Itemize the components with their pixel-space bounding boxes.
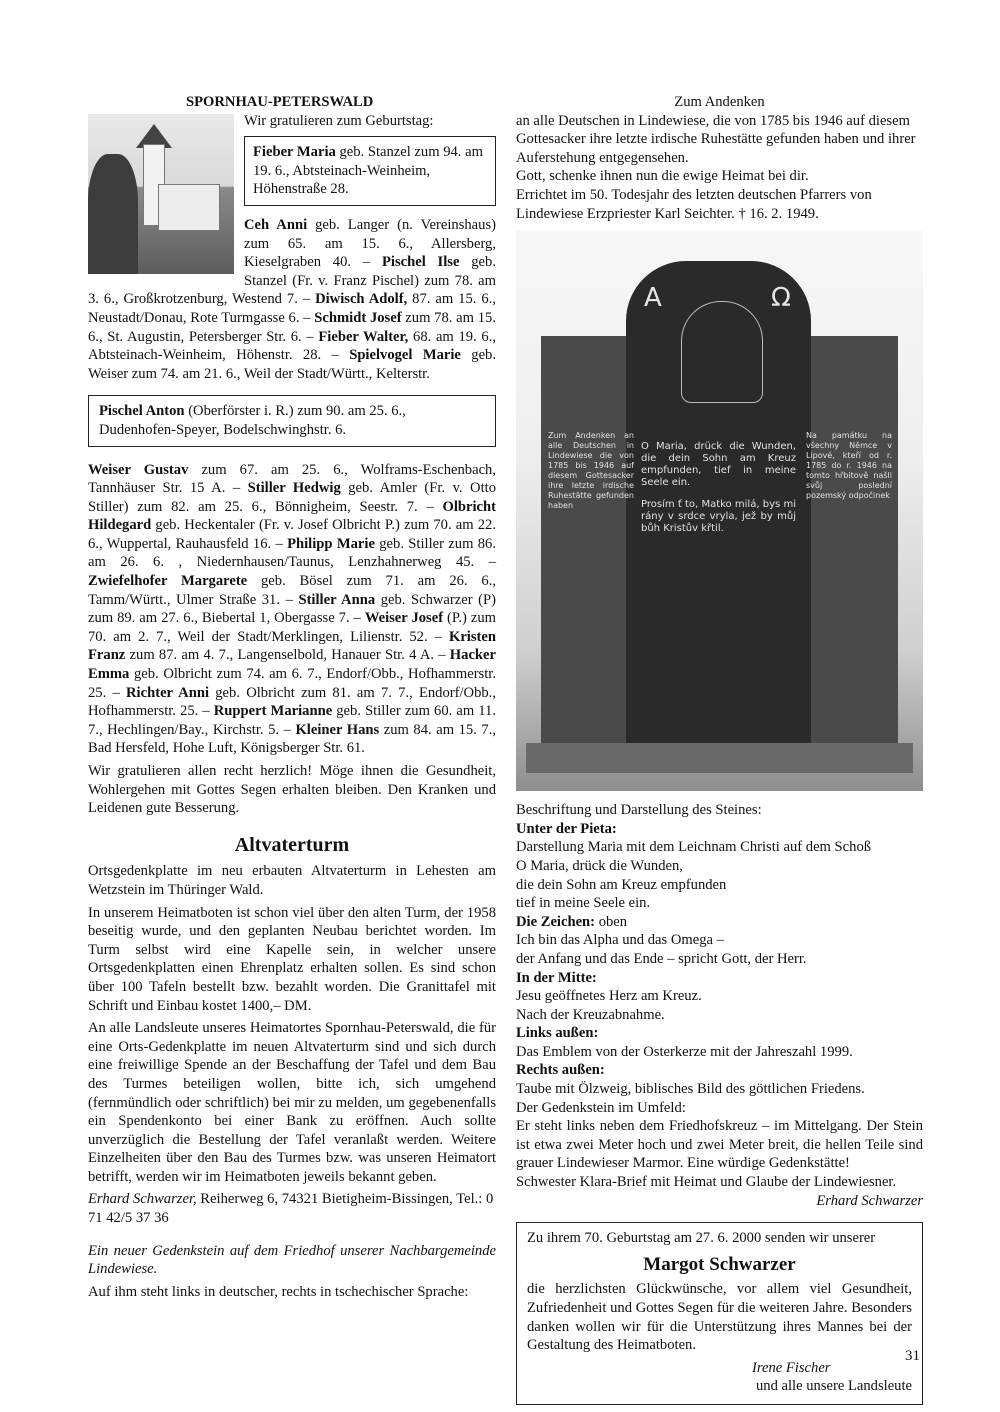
text-line: Nach der Kreuzabnahme. (516, 1006, 665, 1023)
altvater-paragraph-2: In unserem Heimatboten ist schon viel über den alten Turm, der 1958 beseitig wurde, und den geplanten Neubau berichtet worden. Im Turm selbst wird eine Kapelle sein, in welcher unsere Ortsgedenkplatten einen Ehrenplatz erhalten sollen. Es sind schon über 100 Tafeln bestellt bzw. bezahlt worden. Die Granittafel mit Schrift und Einbau kostet 1400,– DM. (88, 904, 496, 1014)
signature-address (88, 1190, 496, 1227)
heading-zeichen: Die Zeichen: (516, 913, 596, 930)
section-title-spornhau: SPORNHAU-PETERSWALD (186, 94, 374, 110)
person-details: zum 84. am 15. 7., Bad Hersfeld, Hohe Luft, Königsberger Str. 61. (88, 721, 496, 757)
person-details: geb. Olbricht zum 74. am 6. 7., Endorf/Obb., Hofhammerstr. 25. – (88, 666, 496, 701)
text-line: tief in meine Seele ein. (516, 895, 651, 912)
stone-center-german: O Maria, drück die Wunden, die dein Sohn am Kreuz empfunden, tief in meine Seele ein. (641, 441, 796, 489)
person-details: zum 87. am 4. 7., Langenselbold, Hanauer Str. 4 A. – (125, 647, 450, 664)
signature-contact: Reiherweg 6, 74321 Bietigheim-Bissingen, Tel.: 0 71 42/5 37 36 (88, 1191, 494, 1227)
birthday-list-2 (88, 461, 496, 759)
highlight-box-fieber-maria (244, 136, 496, 206)
person-name: Pischel Ilse (381, 254, 460, 271)
gravestone-photo (516, 231, 923, 791)
section-pieta-lines (516, 838, 923, 912)
alpha-symbol-icon: A (644, 283, 662, 314)
text-line: Jesu geöffnetes Herz am Kreuz. (516, 988, 702, 1005)
person-name: Ceh Anni (244, 216, 308, 233)
text-line: Der Gedenkstein im Umfeld: (516, 1099, 686, 1116)
stone-center-czech: Prosím ť to, Matko milá, bys mi rány v srdce vryla, jež by můj bůh Kristův křtil. (641, 499, 796, 535)
nave-shape (158, 184, 220, 231)
birthday-box-margot (516, 1222, 923, 1405)
person-name: Weiser Josef (364, 610, 444, 627)
gedenkstein-lead: Auf ihm steht links in deutscher, rechts in tschechischer Sprache: (88, 1283, 469, 1300)
text-line: Das Emblem von der Osterkerze mit der Jahreszahl 1999. (516, 1043, 853, 1060)
altvater-paragraph-1: Ortsgedenkplatte im neu erbauten Altvaterturm in Lehesten am Wetzstein im Thüringer Wald. (88, 863, 496, 898)
person-name: Stiller Hedwig (247, 480, 341, 497)
stone-caption: Beschriftung und Darstellung des Steines: (516, 802, 762, 819)
person-name: Stiller Anna (298, 591, 376, 608)
signature-name: Erhard Schwarzer, (88, 1191, 197, 1208)
birthday-line: Zu ihrem 70. Geburtstag am 27. 6. 2000 senden wir unserer (527, 1230, 876, 1247)
person-details: geb. Heckentaler (Fr. v. Josef Olbricht P.) zum 70. am 22. 6., Wuppertal, Rauhausfeld 16. – (88, 517, 496, 552)
person-name: Philipp Marie (287, 535, 375, 552)
text-line: die dein Sohn am Kreuz empfunden (516, 876, 727, 893)
andenken-line-1: an alle Deutschen in Lindewiese, die von 1785 bis 1946 auf diesem Gottesacker ihre letzte irdische Ruhestätte gefunden haben und ihrer Auferstehung entgegensehen. (516, 112, 916, 166)
heading-zeichen-row (516, 913, 923, 932)
tree-shape (88, 154, 138, 274)
pieta-relief (681, 301, 763, 403)
stone-right-panel (798, 336, 898, 756)
section-zeichen-lines (516, 931, 923, 968)
right-column (516, 93, 923, 1405)
umfeld-paragraph: Er steht links neben dem Friedhofskreuz – im Mittelgang. Der Stein ist etwa zwei Meter hoch und zwei Meter breit, die hellen Teile sind grauer Lindewieser Marmor. Eine würdige Gedenkstätte! (516, 1118, 923, 1172)
birthday-name: Margot Schwarzer (643, 1253, 796, 1275)
section-links-lines (516, 1043, 923, 1062)
person-details: geb. Langer (n. Vereinshaus) zum 65. am 15. 6., Allersberg, Kieselgraben 40. – (244, 216, 496, 271)
section-mitte-lines (516, 987, 923, 1024)
person-details: geb. Amler (Fr. v. Otto Stiller) zum 82. am 25. 6., Bönnigheim, Seestr. 7. – (88, 480, 496, 515)
signature-erhard: Erhard Schwarzer (816, 1192, 923, 1209)
stone-left-text: Zum Andenken an alle Deutschen in Lindewiese die von 1785 bis 1946 auf diesem Gottesacker ihre letzte irdische Ruhestätte gefunden haben (548, 431, 634, 511)
person-name: Fieber Walter, (318, 328, 409, 345)
text-line: der Anfang und das Ende – spricht Gott, der Herr. (516, 950, 807, 967)
klara-line: Schwester Klara-Brief mit Heimat und Glaube der Lindewiesner. (516, 1174, 897, 1191)
birthday-text: die herzlichsten Glückwünsche, vor allem viel Gesundheit, Zufriedenheit und Gottes Segen für die weiteren Jahre. Besonders danken wollen wir für die Unterstützung ihres Mannes bei der Gestaltung des Heimatboten. (527, 1281, 912, 1354)
person-name: Spielvogel Marie (349, 347, 461, 364)
heading-links-aussen: Links außen: (516, 1025, 599, 1042)
person-details: geb. Stanzel (Fr. v. Franz Pischel) zum 78. am 3. 6., Großkrotzenburg, Westend 7. – (88, 254, 496, 308)
highlight-box-pischel-anton (88, 395, 496, 446)
person-details: 87. am 15. 6., Neustadt/Donau, Rote Turmgasse 6. – (88, 291, 496, 326)
person-details: geb. Bösel zum 71. am 26. 6., Tamm/Württ., Ulmer Straße 31. – (88, 573, 496, 608)
person-details: zum 67. am 25. 6., Wolframs-Eschenbach, Tannhäuser Str. 15 A. – (88, 461, 496, 497)
text-line: O Maria, drück die Wunden, (516, 857, 683, 874)
church-photo (88, 114, 234, 274)
gedenkstein-intro: Ein neuer Gedenkstein auf dem Friedhof unserer Nachbargemeinde Lindewiese. (88, 1242, 496, 1278)
omega-symbol-icon: Ω (771, 283, 791, 314)
andenken-line-3: Errichtet im 50. Todesjahr des letzten deutschen Pfarrers von Lindewiese Erzpriester Karl Seichter. † 16. 2. 1949. (516, 186, 872, 222)
person-name: Fieber Maria (253, 144, 336, 161)
stone-base (526, 743, 913, 773)
person-name: Zwiefelhofer Margarete (88, 573, 248, 590)
heading-mitte: In der Mitte: (516, 969, 597, 986)
birthday-intro: Wir gratulieren zum Geburtstag: (244, 112, 434, 129)
text-line: Taube mit Ölzweig, biblisches Bild des göttlichen Friedens. (516, 1081, 865, 1098)
heading-altvaterturm: Altvaterturm (234, 833, 350, 856)
person-name: Hacker Emma (88, 647, 496, 683)
person-details: geb. Stiller zum 86. am 26. 6. , Niedernhausen/Taunus, Lenzhahnerweg 45. – (88, 535, 496, 571)
person-details: geb. Stanzel zum 94. am 19. 6., Abtsteinach-Weinheim, Höhenstraße 28. (253, 144, 483, 198)
person-details: (Oberförster i. R.) zum 90. am 25. 6., Dudenhofen-Speyer, Bodelschwinghstr. 6. (99, 403, 406, 438)
birthday-signature-2: und alle unsere Landsleute (755, 1378, 912, 1395)
altvater-paragraph-3: An alle Landsleute unseres Heimatortes Spornhau-Peterswald, die für eine Orts-Gedenkplatte im neuen Altvaterturm sind und sich durch eine freiwillige Spende an der Beschaffung der Tafel und dem Bau des Turmes beteiligen wollen, bitte ich, sich umgehend (fernmündlich oder schriftlich) bei mir zu melden, um gegebenenfalls ein Spendenkonto bei einer Bank zu eröffnen. Auch sollte unverzüglich die Bestellung der Tafel veranlaßt werden. Weitere Einzelheiten über den Bau des Turmes bzw. was unseren Heimatort betrifft, werden wir im Heimatboten jeweils bekannt geben. (88, 1020, 496, 1185)
left-column (88, 93, 496, 1305)
page-number: 31 (905, 1348, 920, 1364)
person-details: zum 78. am 15. 6., St. Augustin, Petersberger Str. 6. – (88, 309, 496, 345)
wishes-paragraph: Wir gratulieren allen recht herzlich! Möge ihnen die Gesundheit, Wohlergehen mit Gottes Segen erhalten bleiben. Den Kranken und Leidenen gute Besserung. (88, 763, 496, 817)
andenken-title: Zum Andenken (674, 94, 765, 110)
person-name: Schmidt Josef (314, 309, 402, 326)
heading-zeichen-rest: oben (595, 913, 628, 930)
person-details: (P.) zum 70. am 2. 7., Weil der Stadt/Merklingen, Lilienstr. 52. – (88, 610, 496, 645)
heading-unter-pieta: Unter der Pieta: (516, 820, 617, 837)
birthday-signature-1: Irene Fischer (752, 1359, 831, 1376)
person-name: Kleiner Hans (295, 721, 380, 738)
person-name: Diwisch Adolf, (315, 291, 408, 308)
person-name: Pischel Anton (99, 403, 185, 420)
person-name: Olbricht Hildegard (88, 498, 496, 534)
text-line: Darstellung Maria mit dem Leichnam Christi auf dem Schoß (516, 839, 872, 856)
person-details: geb. Weiser zum 74. am 21. 6., Weil der Stadt/Württ., Kelterstr. (88, 347, 496, 382)
person-name: Kristen Franz (88, 628, 496, 664)
heading-rechts-aussen: Rechts außen: (516, 1062, 605, 1079)
person-name: Weiser Gustav (88, 461, 189, 478)
person-name: Ruppert Marianne (213, 703, 333, 720)
person-details: geb. Schwarzer (P) zum 89. am 27. 6., Biebertal 1, Obergasse 7. – (88, 591, 496, 627)
person-details: 68. am 19. 6., Abtsteinach-Weinheim, Höhenstr. 28. – (88, 328, 496, 364)
text-line: Ich bin das Alpha und das Omega – (516, 932, 724, 949)
section-rechts-lines (516, 1080, 923, 1117)
person-name: Richter Anni (126, 684, 210, 701)
person-details: geb. Olbricht zum 81. am 7. 7., Endorf/Obb., Hofhammerstr. 25. – (88, 684, 496, 720)
andenken-line-2: Gott, schenke ihnen nun die ewige Heimat bei dir. (516, 168, 809, 185)
stone-right-text: Na památku na všechny Němce v Lipové, kteří od r. 1785 do r. 1946 na tomto hřbitově našli svůj poslední pozemský odpočinek (806, 431, 892, 501)
person-details: geb. Stiller zum 60. am 11. 7., Hechlingen/Bay., Kirchstr. 5. – (88, 703, 496, 738)
